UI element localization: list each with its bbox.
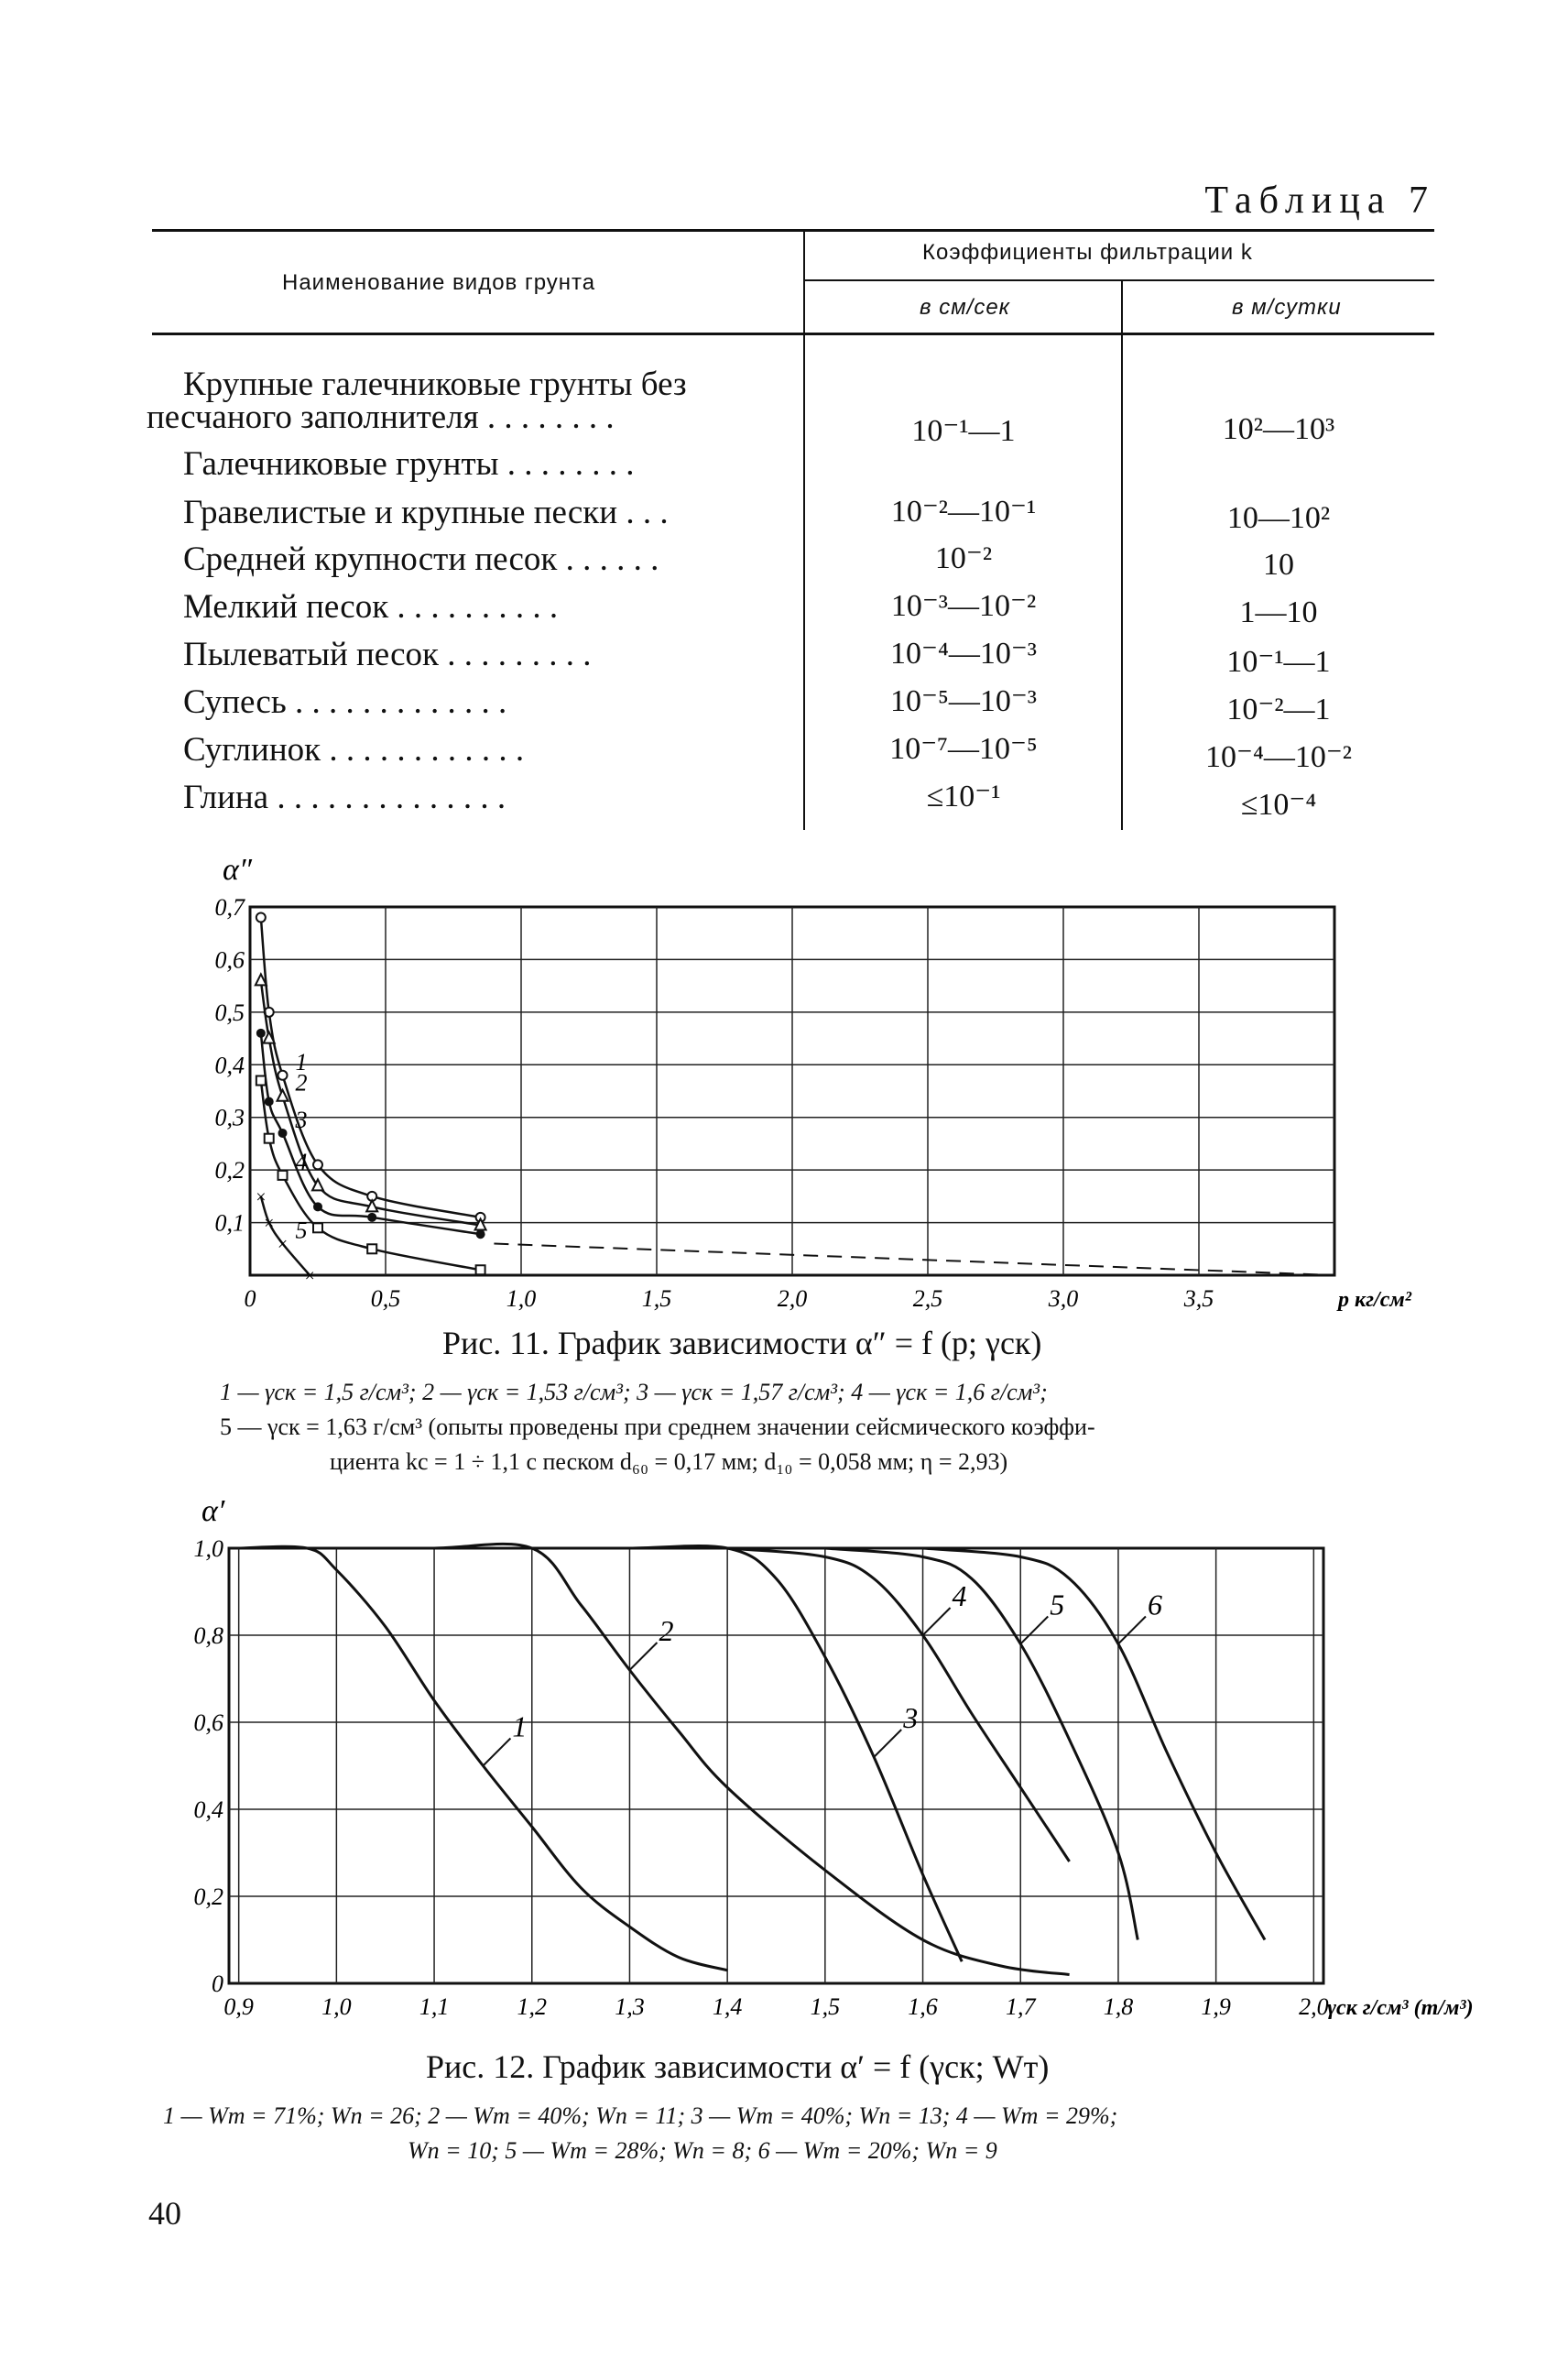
header-filtration-group: Коэффициенты фильтрации k: [922, 240, 1253, 265]
fig12-series-1-leader: [483, 1739, 510, 1766]
fig12-series-5-leader: [1020, 1617, 1048, 1644]
fig12-series-6-label: 6: [1147, 1588, 1162, 1621]
fig12-xlabel: γск г/см³ (т/м³): [1327, 1996, 1474, 2020]
fig12-xtick-label: 1,3: [615, 1993, 645, 2020]
page-number: 40: [148, 2195, 181, 2232]
fig12-ylabel: α′: [201, 1494, 225, 1528]
fig11-series-3-point: [313, 1202, 322, 1211]
fig11-series-4-point: [476, 1265, 485, 1274]
fig12-xtick-label: 1,9: [1201, 1993, 1231, 2020]
cell-mday-sandy-loam: 10⁻²—1: [1226, 693, 1331, 726]
cell-mday-loam: 10⁻⁴—10⁻²: [1205, 740, 1352, 774]
fig11-ytick-label: 0,3: [214, 1104, 245, 1131]
cell-mday-clay: ≤10⁻⁴: [1240, 788, 1317, 822]
fig11-series-5-point: ×: [304, 1266, 315, 1286]
fig12-ytick-label: 0: [212, 1971, 223, 1997]
figure-12-legend-2: Wп = 10; 5 — Wт = 28%; Wп = 8; 6 — Wт = 20%; Wп = 9: [408, 2137, 997, 2164]
fig11-series-3-point: [265, 1097, 274, 1106]
cell-cms-large-pebble: 10⁻¹—1: [911, 414, 1016, 448]
fig11-series-5-point: ×: [277, 1234, 289, 1255]
cell-mday-large-pebble: 10²—10³: [1222, 412, 1335, 446]
fig12-ytick-label: 0,6: [193, 1709, 223, 1736]
fig11-series-1-point: [256, 912, 266, 922]
fig11-xtick-label: 1,5: [641, 1285, 672, 1312]
cell-cms-gravel-sand: 10⁻²—10⁻¹: [890, 495, 1037, 529]
fig12-ytick-label: 0,8: [193, 1622, 223, 1649]
fig11-series-2-point: [278, 1090, 289, 1101]
fig11-xtick-label: 0,5: [370, 1285, 401, 1312]
fig12-xtick-label: 1,0: [321, 1993, 352, 2020]
fig11-ytick-label: 0,2: [214, 1157, 245, 1185]
fig12-series-3-leader: [874, 1730, 901, 1757]
fig11-ytick-label: 0,7: [214, 894, 245, 921]
fig11-xtick-label: 1,0: [506, 1285, 537, 1312]
fig12-xtick-label: 1,7: [1005, 1993, 1036, 2020]
fig11-xlabel: p кг/см²: [1338, 1288, 1411, 1312]
fig12-series-2-leader: [629, 1643, 657, 1670]
row-name-sandy-loam: Супесь . . . . . . . . . . . . .: [183, 683, 507, 721]
row-name-pebble: Галечниковые грунты . . . . . . . .: [183, 445, 635, 483]
fig12-series-1-label: 1: [512, 1709, 528, 1743]
fig11-xtick-label: 3,5: [1183, 1285, 1214, 1312]
cell-mday-silty-sand: 10⁻¹—1: [1226, 645, 1331, 679]
fig11-series-2-line: [261, 980, 481, 1225]
fig12-series-5-label: 5: [1050, 1588, 1065, 1621]
cell-mday-gravel-sand: 10—10²: [1226, 501, 1331, 535]
fig11-series-2-label: 2: [295, 1069, 308, 1097]
fig11-series-5-label: 5: [295, 1217, 308, 1244]
row-name-gravel-sand: Гравелистые и крупные пески . . .: [183, 494, 669, 531]
fig12-xtick-label: 1,4: [712, 1993, 743, 2020]
fig11-ytick-label: 0,4: [214, 1052, 245, 1079]
fig12-series-2-label: 2: [659, 1614, 674, 1647]
fig12-series-5-line: [825, 1548, 1138, 1940]
fig12-xtick-label: 1,8: [1103, 1993, 1134, 2020]
cell-cms-silty-sand: 10⁻⁴—10⁻³: [890, 637, 1037, 671]
cell-mday-fine-sand: 1—10: [1239, 595, 1318, 629]
fig11-xtick-label: 2,0: [777, 1285, 808, 1312]
fig11-series-5-point: ×: [264, 1213, 275, 1234]
fig11-series-1-point: [278, 1071, 288, 1080]
fig11-series-4-point: [265, 1134, 274, 1143]
fig11-series-5-point: ×: [256, 1186, 267, 1207]
fig11-series-3-point: [367, 1213, 376, 1222]
fig12-series-4-leader: [923, 1608, 951, 1635]
fig11-series-4-point: [256, 1076, 266, 1086]
fig12-series-6-leader: [1118, 1617, 1146, 1644]
fig11-series-1-point: [313, 1160, 322, 1169]
cell-cms-fine-sand: 10⁻³—10⁻²: [890, 589, 1037, 623]
fig12-series-3-line: [532, 1546, 962, 1962]
fig11-series-4-point: [278, 1171, 288, 1180]
cell-cms-sandy-loam: 10⁻⁵—10⁻³: [890, 684, 1037, 718]
fig12-ytick-label: 0,4: [193, 1796, 223, 1823]
fig12-xtick-label: 2,0: [1299, 1993, 1329, 2020]
fig11-series-1-line: [261, 917, 481, 1217]
fig11-series-4-point: [367, 1244, 376, 1253]
fig11-series-3-point: [256, 1029, 266, 1038]
header-m-day: в м/сутки: [1232, 295, 1342, 320]
figure-11-caption: Рис. 11. График зависимости α″ = f (p; γск): [442, 1325, 1042, 1361]
header-soil-type: Наименование видов грунта: [282, 270, 596, 295]
fig11-series-3-label: 3: [295, 1106, 308, 1133]
fig12-ytick-label: 0,2: [193, 1883, 223, 1910]
fig11-xtick-label: 0: [244, 1285, 256, 1312]
cell-cms-loam: 10⁻⁷—10⁻⁵: [889, 732, 1038, 766]
fig11-ytick-label: 0,5: [214, 999, 245, 1026]
fig11-series-4-point: [313, 1223, 322, 1232]
fig11-xtick-label: 3,0: [1048, 1285, 1079, 1312]
figure-11-legend-2: 5 — γск = 1,63 г/см³ (опыты проведены при среднем значении сейсмического коэффи-: [220, 1414, 1095, 1440]
fig11-ylabel: α″: [223, 853, 253, 887]
fig12-xtick-label: 1,1: [419, 1993, 450, 2020]
row-name-silty-sand: Пылеватый песок . . . . . . . . .: [183, 636, 592, 673]
row-name-large-pebble-cont: песчаного заполнителя . . . . . . . .: [147, 398, 615, 436]
fig12-xtick-label: 1,6: [908, 1993, 938, 2020]
fig11-series-1-label: 1: [295, 1048, 308, 1075]
fig11-series-3-point: [476, 1229, 485, 1239]
cell-cms-medium-sand: 10⁻²: [934, 541, 993, 575]
table-caption: Таблица 7: [1204, 180, 1435, 222]
figure-12-legend-1: 1 — Wт = 71%; Wп = 26; 2 — Wт = 40%; Wп = 11; 3 — Wт = 40%; Wп = 13; 4 — Wт = 29%;: [163, 2102, 1118, 2129]
fig11-ytick-label: 0,1: [214, 1209, 245, 1237]
fig12-xtick-label: 1,2: [517, 1993, 548, 2020]
fig12-series-6-line: [923, 1548, 1265, 1940]
fig11-dashed-line: [494, 1244, 1334, 1275]
fig12-series-3-label: 3: [903, 1701, 919, 1734]
row-name-fine-sand: Мелкий песок . . . . . . . . . .: [183, 588, 559, 626]
fig12-series-1-line: [239, 1546, 727, 1971]
fig11-xtick-label: 2,5: [912, 1285, 943, 1312]
row-name-large-pebble: Крупные галечниковые грунты без: [183, 366, 687, 403]
header-cm-sec: в см/сек: [920, 295, 1010, 320]
row-name-loam: Суглинок . . . . . . . . . . . .: [183, 731, 525, 769]
fig12-series-4-label: 4: [952, 1579, 967, 1612]
figure-11-legend-1: 1 — γск = 1,5 г/см³; 2 — γск = 1,53 г/см³; 3 — γск = 1,57 г/см³; 4 — γск = 1,6 г/см³;: [220, 1379, 1048, 1405]
row-name-medium-sand: Средней крупности песок . . . . . .: [183, 540, 659, 578]
fig11-series-4-label: 4: [295, 1148, 308, 1175]
cell-cms-clay: ≤10⁻¹: [926, 780, 1001, 813]
fig12-xtick-label: 1,5: [810, 1993, 841, 2020]
cell-mday-medium-sand: 10: [1263, 548, 1294, 582]
figure-11-legend-3: циента kс = 1 ÷ 1,1 с песком d₆₀ = 0,17 мм; d₁₀ = 0,058 мм; η = 2,93): [330, 1448, 1008, 1475]
fig12-ytick-label: 1,0: [193, 1535, 223, 1562]
figure-12-caption: Рис. 12. График зависимости α′ = f (γск; Wт): [426, 2048, 1050, 2085]
fig12-xtick-label: 0,9: [223, 1993, 254, 2020]
fig11-ytick-label: 0,6: [214, 946, 245, 974]
row-name-clay: Глина . . . . . . . . . . . . . .: [183, 779, 506, 816]
fig11-series-3-point: [278, 1129, 288, 1138]
